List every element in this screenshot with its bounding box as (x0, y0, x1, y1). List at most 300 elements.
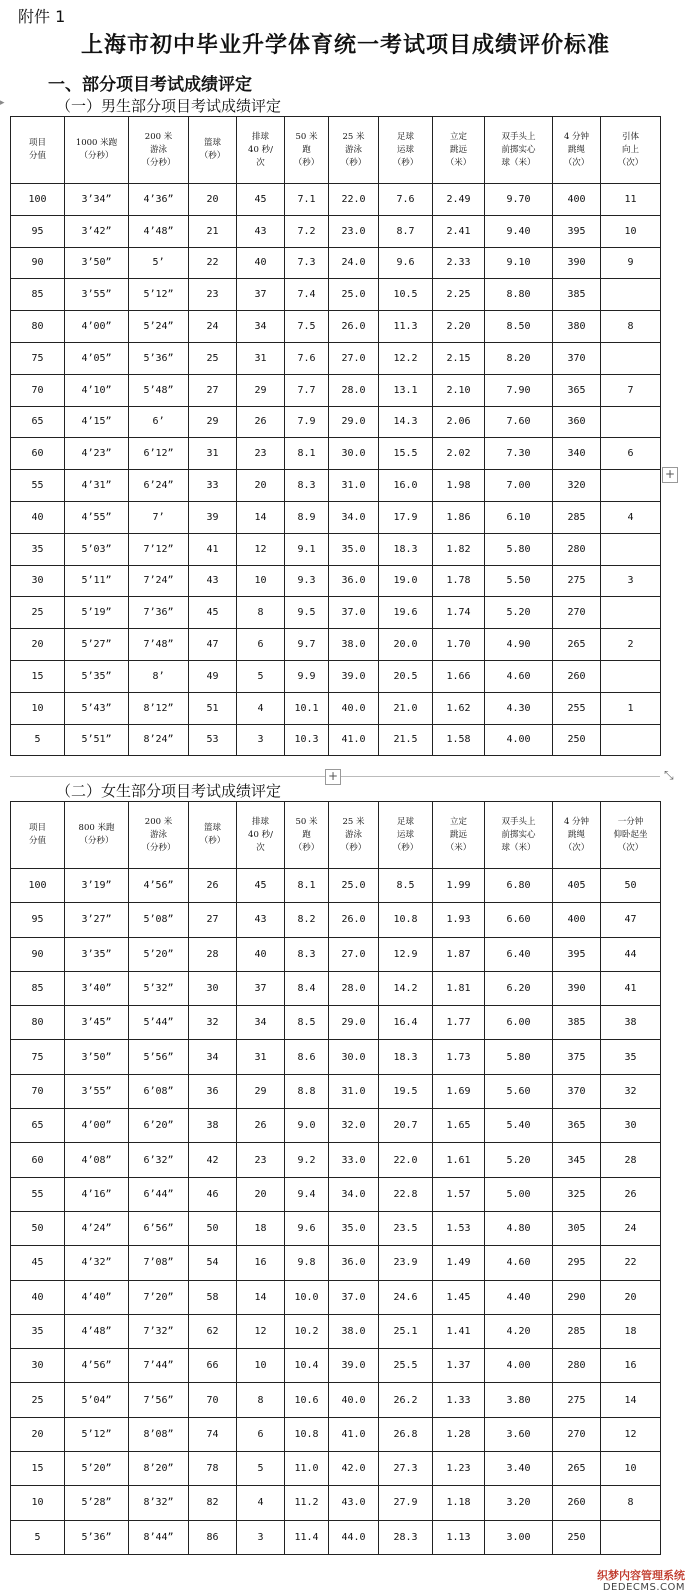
column-header-text: 200 米 (144, 131, 173, 142)
table-cell: 5’20” (65, 1452, 129, 1486)
table-cell: 7 (601, 374, 661, 406)
column-header-text: （秒） (199, 836, 226, 846)
table-cell: 19.5 (379, 1074, 433, 1108)
column-header (433, 117, 485, 184)
table-cell: 7.30 (485, 438, 553, 470)
table-cell: 24.6 (379, 1280, 433, 1314)
score-cell: 10 (11, 692, 65, 724)
table-cell: 8’20” (129, 1452, 189, 1486)
table-cell: 4’08” (65, 1143, 129, 1177)
table-cell: 365 (553, 374, 601, 406)
column-header (237, 117, 285, 184)
table-cell: 3.20 (485, 1486, 553, 1520)
table-cell: 9.10 (485, 247, 553, 279)
table-cell: 8’ (129, 660, 189, 692)
table-cell: 78 (189, 1452, 237, 1486)
table-cell: 38 (189, 1109, 237, 1143)
table-cell: 1.28 (433, 1417, 485, 1451)
table-cell (601, 470, 661, 502)
table-cell: 4’15” (65, 406, 129, 438)
table-cell: 365 (553, 1109, 601, 1143)
watermark-text: 织梦内容管理系统 (597, 1569, 685, 1582)
table-cell: 20 (237, 470, 285, 502)
table-row (11, 1280, 661, 1314)
column-header-text: 运球 (396, 144, 414, 155)
table-cell: 34 (189, 1040, 237, 1074)
column-header-text: 50 米 (295, 816, 318, 827)
score-cell: 65 (11, 1109, 65, 1143)
table-cell: 9 (601, 247, 661, 279)
table-cell: 360 (553, 406, 601, 438)
table-cell: 11.0 (285, 1452, 329, 1486)
table-cell: 4’32” (65, 1246, 129, 1280)
table-cell: 5’51” (65, 724, 129, 756)
table-cell: 1.99 (433, 869, 485, 903)
table-cell: 25.5 (379, 1349, 433, 1383)
table-row (11, 1074, 661, 1108)
score-cell: 5 (11, 724, 65, 756)
table-cell: 31 (237, 1040, 285, 1074)
table-cell: 14 (237, 501, 285, 533)
table-cell: 58 (189, 1280, 237, 1314)
score-cell: 20 (11, 1417, 65, 1451)
column-header-text: （秒） (293, 157, 320, 168)
table-row (11, 311, 661, 343)
table-cell: 7.6 (379, 184, 433, 216)
table-cell: 23 (237, 1143, 285, 1177)
table-cell: 7.00 (485, 470, 553, 502)
table-cell: 7’24” (129, 565, 189, 597)
table-cell: 1.18 (433, 1486, 485, 1520)
resize-handle-icon[interactable]: ⤡ (664, 768, 674, 782)
score-cell: 60 (11, 1143, 65, 1177)
table-cell: 10.8 (285, 1417, 329, 1451)
table-cell: 3’19” (65, 869, 129, 903)
table-cell: 7’56” (129, 1383, 189, 1417)
table-cell: 17.9 (379, 501, 433, 533)
table-cell: 275 (553, 565, 601, 597)
column-header-text: 50 米 (295, 131, 318, 142)
table-cell: 30.0 (329, 1040, 379, 1074)
table-cell: 385 (553, 1006, 601, 1040)
table-header-row (11, 117, 661, 184)
table-cell: 19.6 (379, 597, 433, 629)
table-cell: 40 (237, 247, 285, 279)
table-cell: 8 (237, 1383, 285, 1417)
table-cell: 4’00” (65, 1109, 129, 1143)
table-cell: 27 (189, 374, 237, 406)
table-cell: 28 (189, 937, 237, 971)
table-cell: 40.0 (329, 1383, 379, 1417)
table-cell: 2.10 (433, 374, 485, 406)
table-cell: 37.0 (329, 597, 379, 629)
column-header (329, 802, 379, 869)
table-row (11, 1383, 661, 1417)
table-cell: 27.0 (329, 342, 379, 374)
table-cell: 51 (189, 692, 237, 724)
table-cell: 31 (237, 342, 285, 374)
table-cell: 305 (553, 1211, 601, 1245)
table-cell: 395 (553, 215, 601, 247)
table-cell: 37 (237, 971, 285, 1005)
table-cell: 6.60 (485, 903, 553, 937)
table-cell: 3’27” (65, 903, 129, 937)
score-cell: 10 (11, 1486, 65, 1520)
column-header-text: 篮球 (203, 138, 221, 148)
table-cell: 35.0 (329, 1211, 379, 1245)
table-cell: 5’20” (129, 937, 189, 971)
table-cell: 3’40” (65, 971, 129, 1005)
table-cell: 15.5 (379, 438, 433, 470)
column-header-text: 4 分钟 (563, 131, 590, 142)
table-cell: 4.40 (485, 1280, 553, 1314)
table-cell: 8’24” (129, 724, 189, 756)
table-cell: 18 (237, 1211, 285, 1245)
table-cell: 4’40” (65, 1280, 129, 1314)
column-header-text: （米） (445, 842, 472, 853)
table-cell: 3’34” (65, 184, 129, 216)
table-cell: 45 (237, 184, 285, 216)
table-cell: 22.0 (329, 184, 379, 216)
table-cell: 6’08” (129, 1074, 189, 1108)
table-cell: 5’12” (129, 279, 189, 311)
column-header (601, 117, 661, 184)
table-row (11, 215, 661, 247)
table-cell: 8.5 (285, 1006, 329, 1040)
table-cell: 11.4 (285, 1520, 329, 1554)
score-cell: 35 (11, 1314, 65, 1348)
table-cell: 4 (601, 501, 661, 533)
table-cell: 20 (601, 1280, 661, 1314)
table-cell: 7.90 (485, 374, 553, 406)
table-cell (601, 724, 661, 756)
table-cell: 24.0 (329, 247, 379, 279)
table-cell: 4’48” (129, 215, 189, 247)
table-cell: 8.3 (285, 937, 329, 971)
table-cell: 1.73 (433, 1040, 485, 1074)
table-cell: 20 (189, 184, 237, 216)
table-cell: 5’ (129, 247, 189, 279)
table-cell: 2.25 (433, 279, 485, 311)
column-header (329, 117, 379, 184)
column-header (485, 802, 553, 869)
table-cell: 5’08” (129, 903, 189, 937)
table-cell: 1.93 (433, 903, 485, 937)
table-cell: 1.13 (433, 1520, 485, 1554)
table-cell: 7.9 (285, 406, 329, 438)
table-cell: 18.3 (379, 1040, 433, 1074)
table-cell: 295 (553, 1246, 601, 1280)
column-header-text: （秒） (392, 157, 419, 168)
table-cell: 7’20” (129, 1280, 189, 1314)
table-cell: 5’43” (65, 692, 129, 724)
table-row (11, 1211, 661, 1245)
table-cell: 16 (601, 1349, 661, 1383)
table-cell: 27.9 (379, 1486, 433, 1520)
table-cell: 4’05” (65, 342, 129, 374)
table-cell: 18.3 (379, 533, 433, 565)
column-header-text: 运球 (396, 829, 414, 840)
table-cell: 16.0 (379, 470, 433, 502)
score-cell: 35 (11, 533, 65, 565)
table-cell: 7’ (129, 501, 189, 533)
column-header-text: （分秒） (79, 151, 114, 161)
table-cell: 4.20 (485, 1314, 553, 1348)
table-cell: 1.69 (433, 1074, 485, 1108)
table-cell: 5 (237, 660, 285, 692)
table-cell: 5’48” (129, 374, 189, 406)
table-cell: 50 (601, 869, 661, 903)
table-cell: 255 (553, 692, 601, 724)
table-cell: 250 (553, 1520, 601, 1554)
table-cell: 20.7 (379, 1109, 433, 1143)
table-cell: 5’44” (129, 1006, 189, 1040)
table-cell: 34 (237, 311, 285, 343)
table-cell: 8.8 (285, 1074, 329, 1108)
table-row (11, 1109, 661, 1143)
table-cell: 370 (553, 1074, 601, 1108)
table-cell: 10.0 (285, 1280, 329, 1314)
table-cell: 30 (601, 1109, 661, 1143)
table-cell: 5.20 (485, 1143, 553, 1177)
document-title: 上海市初中毕业升学体育统一考试项目成绩评价标准 (80, 33, 610, 58)
table-cell: 10.6 (285, 1383, 329, 1417)
score-cell: 25 (11, 597, 65, 629)
table-cell: 3 (601, 565, 661, 597)
column-header-text: 分值 (28, 151, 46, 161)
column-header (189, 802, 237, 869)
table-cell: 14 (237, 1280, 285, 1314)
table-cell: 26.8 (379, 1417, 433, 1451)
score-cell: 85 (11, 279, 65, 311)
table-cell: 36.0 (329, 1246, 379, 1280)
table-cell: 30.0 (329, 438, 379, 470)
table-cell: 5’35” (65, 660, 129, 692)
table-cell: 10.1 (285, 692, 329, 724)
table-cell: 345 (553, 1143, 601, 1177)
table-cell: 7.3 (285, 247, 329, 279)
table-cell (601, 279, 661, 311)
column-header-text: （次） (617, 157, 644, 168)
table-cell: 12 (237, 533, 285, 565)
table-cell: 44.0 (329, 1520, 379, 1554)
table-cell: 41.0 (329, 1417, 379, 1451)
table-cell: 7.4 (285, 279, 329, 311)
table-cell: 47 (601, 903, 661, 937)
table-cell: 1.37 (433, 1349, 485, 1383)
table-cell: 6’20” (129, 1109, 189, 1143)
table-cell: 270 (553, 597, 601, 629)
table-cell: 29 (237, 1074, 285, 1108)
table-cell: 36.0 (329, 565, 379, 597)
table-cell: 8.1 (285, 869, 329, 903)
table-cell: 8.20 (485, 342, 553, 374)
table-cell: 1.66 (433, 660, 485, 692)
table-cell: 4.00 (485, 1349, 553, 1383)
add-column-icon[interactable]: + (662, 467, 678, 483)
table-cell: 10 (237, 565, 285, 597)
table-cell: 6’ (129, 406, 189, 438)
score-cell: 30 (11, 1349, 65, 1383)
table-cell: 3 (237, 1520, 285, 1554)
table-cell: 2.02 (433, 438, 485, 470)
table-cell: 405 (553, 869, 601, 903)
column-header-text: 次 (256, 842, 265, 853)
table-cell: 5.00 (485, 1177, 553, 1211)
table-cell: 275 (553, 1383, 601, 1417)
table-cell: 8.6 (285, 1040, 329, 1074)
table-cell: 6’32” (129, 1143, 189, 1177)
column-header-text: （次） (563, 842, 590, 853)
column-header-text: 双手头上 (501, 131, 536, 142)
table-cell: 4’36” (129, 184, 189, 216)
column-header-text: （分秒） (141, 157, 176, 168)
table-cell: 6.40 (485, 937, 553, 971)
table-cell: 9.7 (285, 629, 329, 661)
table-cell: 8 (601, 1486, 661, 1520)
score-cell: 70 (11, 1074, 65, 1108)
table-cell: 340 (553, 438, 601, 470)
table-cell: 7.60 (485, 406, 553, 438)
table-cell: 42 (189, 1143, 237, 1177)
table-cell: 36 (189, 1074, 237, 1108)
row-marker-icon[interactable]: ▸ (0, 98, 5, 108)
table-cell: 1 (601, 692, 661, 724)
table-cell: 28 (601, 1143, 661, 1177)
table-cell: 4’10” (65, 374, 129, 406)
score-cell: 15 (11, 1452, 65, 1486)
table-cell: 1.78 (433, 565, 485, 597)
watermark-domain: DEDECMS.COM (602, 1582, 685, 1593)
table-cell: 1.74 (433, 597, 485, 629)
table-cell: 6.00 (485, 1006, 553, 1040)
column-header-text: 向上 (621, 144, 639, 155)
table-cell: 40.0 (329, 692, 379, 724)
table-cell: 10.4 (285, 1349, 329, 1383)
column-header-text: （次） (563, 157, 590, 168)
table-cell: 1.81 (433, 971, 485, 1005)
table-cell: 2.06 (433, 406, 485, 438)
table-row (11, 501, 661, 533)
table-row (11, 1143, 661, 1177)
column-header-text: 25 米 (342, 816, 365, 827)
score-cell: 75 (11, 342, 65, 374)
table-cell: 7’12” (129, 533, 189, 565)
table-row (11, 1246, 661, 1280)
score-cell: 5 (11, 1520, 65, 1554)
column-header-text: 跳远 (449, 144, 467, 155)
table-cell: 34.0 (329, 501, 379, 533)
table-cell: 6 (237, 1417, 285, 1451)
table-row (11, 1520, 661, 1554)
table-cell: 25.0 (329, 869, 379, 903)
table-cell: 27.3 (379, 1452, 433, 1486)
table-cell: 1.49 (433, 1246, 485, 1280)
column-header (285, 802, 329, 869)
column-header-text: 1000 米跑 (75, 138, 118, 148)
table-cell: 38.0 (329, 1314, 379, 1348)
table-cell: 9.1 (285, 533, 329, 565)
table-cell: 21.0 (379, 692, 433, 724)
table-cell: 45 (189, 597, 237, 629)
table-cell: 31.0 (329, 470, 379, 502)
table-cell: 6.10 (485, 501, 553, 533)
table-row (11, 1006, 661, 1040)
add-row-icon[interactable]: + (325, 769, 341, 785)
table-cell: 4’56” (65, 1349, 129, 1383)
table-row (11, 1314, 661, 1348)
table-row (11, 1040, 661, 1074)
table-cell: 5’27” (65, 629, 129, 661)
table-cell: 41 (601, 971, 661, 1005)
table-cell: 1.65 (433, 1109, 485, 1143)
table-cell: 6.20 (485, 971, 553, 1005)
table-cell: 8.80 (485, 279, 553, 311)
table-row (11, 869, 661, 903)
table-cell: 4 (237, 1486, 285, 1520)
column-header (433, 802, 485, 869)
column-header-text: 双手头上 (501, 816, 536, 827)
table-cell: 47 (189, 629, 237, 661)
table-cell: 1.41 (433, 1314, 485, 1348)
table-cell: 385 (553, 279, 601, 311)
table-cell: 5’19” (65, 597, 129, 629)
table-cell: 8.9 (285, 501, 329, 533)
table-cell: 12 (601, 1417, 661, 1451)
column-header (65, 117, 129, 184)
table-cell: 43 (237, 903, 285, 937)
table-cell: 9.2 (285, 1143, 329, 1177)
table-cell: 10 (237, 1349, 285, 1383)
score-cell: 80 (11, 1006, 65, 1040)
table-cell: 7’48” (129, 629, 189, 661)
column-header-text: （秒） (340, 157, 367, 168)
score-cell: 70 (11, 374, 65, 406)
score-cell: 25 (11, 1383, 65, 1417)
table-cell: 5.80 (485, 533, 553, 565)
table-cell: 3.40 (485, 1452, 553, 1486)
table-cell: 20.5 (379, 660, 433, 692)
table-cell: 380 (553, 311, 601, 343)
table-cell: 4’48” (65, 1314, 129, 1348)
table-cell: 4.00 (485, 724, 553, 756)
table-cell: 6.80 (485, 869, 553, 903)
column-header-text: 40 秒/ (248, 829, 273, 840)
table-cell: 22.0 (379, 1143, 433, 1177)
table-cell: 5.50 (485, 565, 553, 597)
table-cell: 12 (237, 1314, 285, 1348)
table-cell: 5’36” (65, 1520, 129, 1554)
column-header-text: 项目 (28, 138, 46, 148)
table-cell: 290 (553, 1280, 601, 1314)
score-cell: 90 (11, 247, 65, 279)
table-cell: 37 (237, 279, 285, 311)
table-cell: 9.3 (285, 565, 329, 597)
table-cell: 6’24” (129, 470, 189, 502)
column-header-text: 跑 (302, 829, 311, 840)
column-header-text: 球（米） (501, 842, 536, 853)
table-cell: 8.3 (285, 470, 329, 502)
table-cell: 29 (189, 406, 237, 438)
table-cell: 43 (237, 215, 285, 247)
column-header-text: （秒） (293, 842, 320, 853)
column-header-text: 立定 (449, 131, 467, 142)
table-cell: 9.40 (485, 215, 553, 247)
table-cell: 4’23” (65, 438, 129, 470)
table-cell: 24 (189, 311, 237, 343)
table-cell: 10.8 (379, 903, 433, 937)
table-cell: 6’12” (129, 438, 189, 470)
